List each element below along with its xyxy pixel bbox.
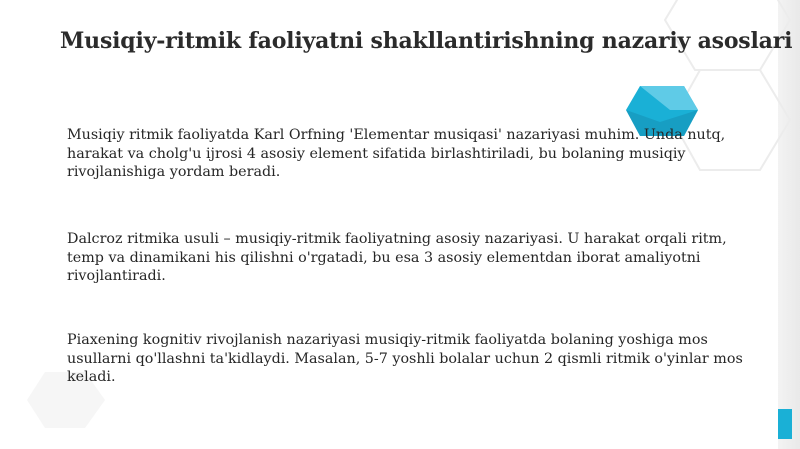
accent-bar [778, 409, 792, 439]
paragraph-orff: Musiqiy ritmik faoliyatda Karl Orfning 'Elementar musiqasi' nazariyasi muhim. Unda nutq, harakat va cholg'u ijrosi 4 asosiy element sifatida birlashtiriladi, bu bolaning musiqiy rivojlanishiga yordam beradi. [67, 127, 726, 180]
paragraph-dalcroze: Dalcroz ritmika usuli – musiqiy-ritmik faoliyatning asosiy nazariyasi. U harakat orqali ritm, temp va dinamikani his qilishni o'rgatadi, bu esa 3 asosiy elementdan iborat amaliyotni rivojlantiradi. [67, 231, 727, 284]
slide-title: Musiqiy-ritmik faoliyatni shakllantirishning nazariy asoslari [60, 28, 793, 54]
paragraph-piaget: Piaxening kognitiv rivojlanish nazariyasi musiqiy-ritmik faoliyatda bolaning yoshiga mos usullarni qo'llashni ta'kidlaydi. Masalan, 5-7 yoshli bolalar uchun 2 qismli ritmik o'yinlar mos keladi. [67, 332, 743, 385]
